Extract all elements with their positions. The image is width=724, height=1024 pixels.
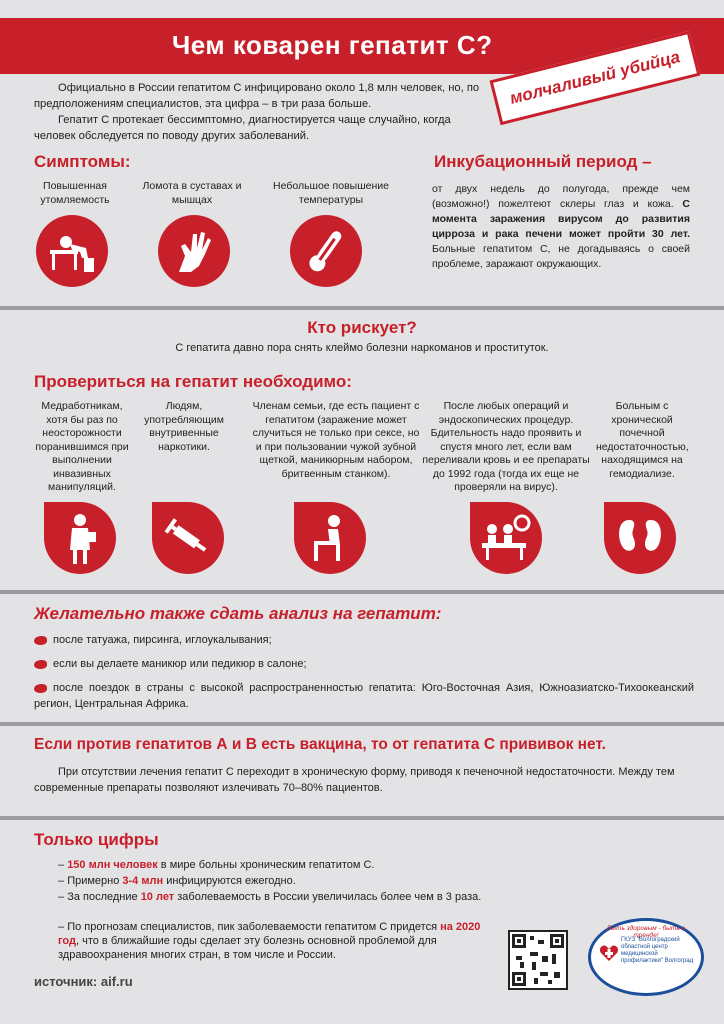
sitting-person-icon [294,502,366,574]
figures-item-3-highlight: 10 лет [140,891,175,903]
symptom-label-2: Ломота в суставах и мышцах [142,180,242,206]
incubation-text [432,182,690,272]
liver-icon [34,684,47,693]
thermometer-icon [290,215,362,287]
vaccine-title: Если против гепатитов А и В есть вакцина, то от гепатита С прививок нет. [34,736,606,753]
advisable-item-3-text: после поездок в страны с высокой распространенностью гепатита: Юго-Восточная Азия, Южноазиатско-Тихоокеанский регион, Центральная Африка. [34,682,694,710]
incubation-text-bold: С момента заражения вирусом до развития цирроза и рака печени может пройти 30 лет. [432,198,690,240]
incubation-text-1: от двух недель до полугода, прежде чем (возможно!) пожелтеют склеры глаз и кожа. [432,183,690,210]
tired-person-icon [36,215,108,287]
aching-hand-icon [158,215,230,287]
kidneys-icon [604,502,676,574]
check-label-2: Людям, употребляющим внутривенные наркотики. [144,400,224,453]
stamp-text: молчаливый убийца [507,47,682,108]
symptom-label-3: Небольшое повышение температуры [273,180,389,206]
check-label-4: После любых операций и эндоскопических процедур. Бдительность надо проявить и спустя много лет, если вам переливали кровь и ее препараты до 1992 года (тогда их еще не проверяли на вирус). [422,400,590,493]
qr-code-icon [508,930,568,990]
separator-4 [0,816,724,820]
figures-item-3-text: заболеваемость в России увеличилась более чем в 3 раза. [174,891,482,903]
figures-item-3-pre: За последние [67,891,141,903]
advisable-item-2 [34,656,674,672]
symptom-label-1: Повышенная утомляемость [40,180,110,206]
separator-2 [0,590,724,594]
figures-item-1-text: в мире больны хроническим гепатитом С. [157,859,375,871]
figures-item-2-pre: Примерно [67,875,123,887]
check-label-5: Больным с хронической почечной недостаточностью, находящимся на гемодиализе. [596,400,689,480]
separator-1 [0,306,724,310]
risk-text: С гепатита давно пора снять клеймо болезни наркоманов и проституток. [175,342,549,354]
logo-slogan: Быть здоровым - быть в тренде! [607,925,685,939]
incubation-text-3: Больные гепатитом С, не догадываясь о своей проблеме, заражают окружающих. [432,243,690,270]
risk-title: Кто рискует? [307,318,417,337]
intro-paragraph-1: Официально в России гепатитом С инфицировано около 1,8 млн человек, но, по предположениям специалистов, эта цифра – в три раза больше. [34,82,480,110]
intro-paragraph-2: Гепатит С протекает бессимптомно, диагностируется чаще случайно, когда человек обследуется по поводу других заболеваний. [34,114,451,142]
figures-item-4-pre: По прогнозам специалистов, пик заболеваемости гепатитом С придется [67,921,441,933]
figures-item-4-highlight: на 2020 год [58,921,481,947]
incubation-title: Инкубационный период – [434,152,652,171]
check-title: Провериться на гепатит необходимо: [34,372,352,391]
symptoms-title: Симптомы: [34,152,131,171]
advisable-item-3 [34,680,694,712]
liver-icon [34,660,47,669]
nurse-icon [44,502,116,574]
vaccine-text: При отсутствии лечения гепатит С переходит в хроническую форму, приводя к печеночной недостаточности. Между тем современные препараты позволяют излечивать 70–80% пациентов. [34,766,675,794]
figures-item-2-highlight: 3-4 млн [122,875,164,887]
figures-item-2-text: инфицируются ежегодно. [163,875,296,887]
figures-item-3: – За последние 10 лет заболеваемость в России увеличилась более чем в 3 раза. [58,891,482,903]
figures-item-1-highlight: 150 млн человек [67,859,158,871]
check-label-1: Медработникам, хотя бы раз по неосторожности поранившимся при выполнении инвазивных манипуляций. [35,400,129,493]
check-label-3: Членам семьи, где есть пациент с гепатитом (заражение может случиться не только при сексе, но и при пользовании чужой зубной щеткой, маникюрным набором, бритвенным станком). [252,400,420,480]
source-label: источник: aif.ru [34,974,133,989]
figures-item-1: – 150 млн человек в мире больны хроническим гепатитом С. [58,859,375,871]
figures-item-4-text: , что в ближайшие годы сделает эту болезнь основной проблемой для здравоохранения многих стран, в том числе и России. [58,935,437,961]
liver-icon [34,636,47,645]
separator-3 [0,722,724,726]
advisable-item-1 [34,632,674,648]
advisable-item-1-text: после татуажа, пирсинга, иглоукалывания; [53,634,272,646]
syringe-icon [152,502,224,574]
figures-title: Только цифры [34,830,159,849]
organization-logo [588,918,704,996]
figures-item-4: – По прогнозам специалистов, пик заболеваемости гепатитом С придется на 2020 год, что в ближайшие годы сделает эту болезнь основной проблемой для здравоохранения многих стран, в том числе и России. [58,921,481,961]
page-title: Чем коварен гепатит С? [172,30,493,60]
surgery-icon [470,502,542,574]
advisable-title: Желательно также сдать анализ на гепатит: [34,604,442,623]
logo-org-text: ГКУЗ "Волгоградский областной центр медицинской профилактики" Волгоград [621,937,694,964]
advisable-item-2-text: если вы делаете маникюр или педикюр в салоне; [53,658,307,670]
figures-item-2: – Примерно 3-4 млн инфицируются ежегодно. [58,875,296,887]
intro-block [34,80,494,144]
heart-cross-icon [599,943,619,963]
